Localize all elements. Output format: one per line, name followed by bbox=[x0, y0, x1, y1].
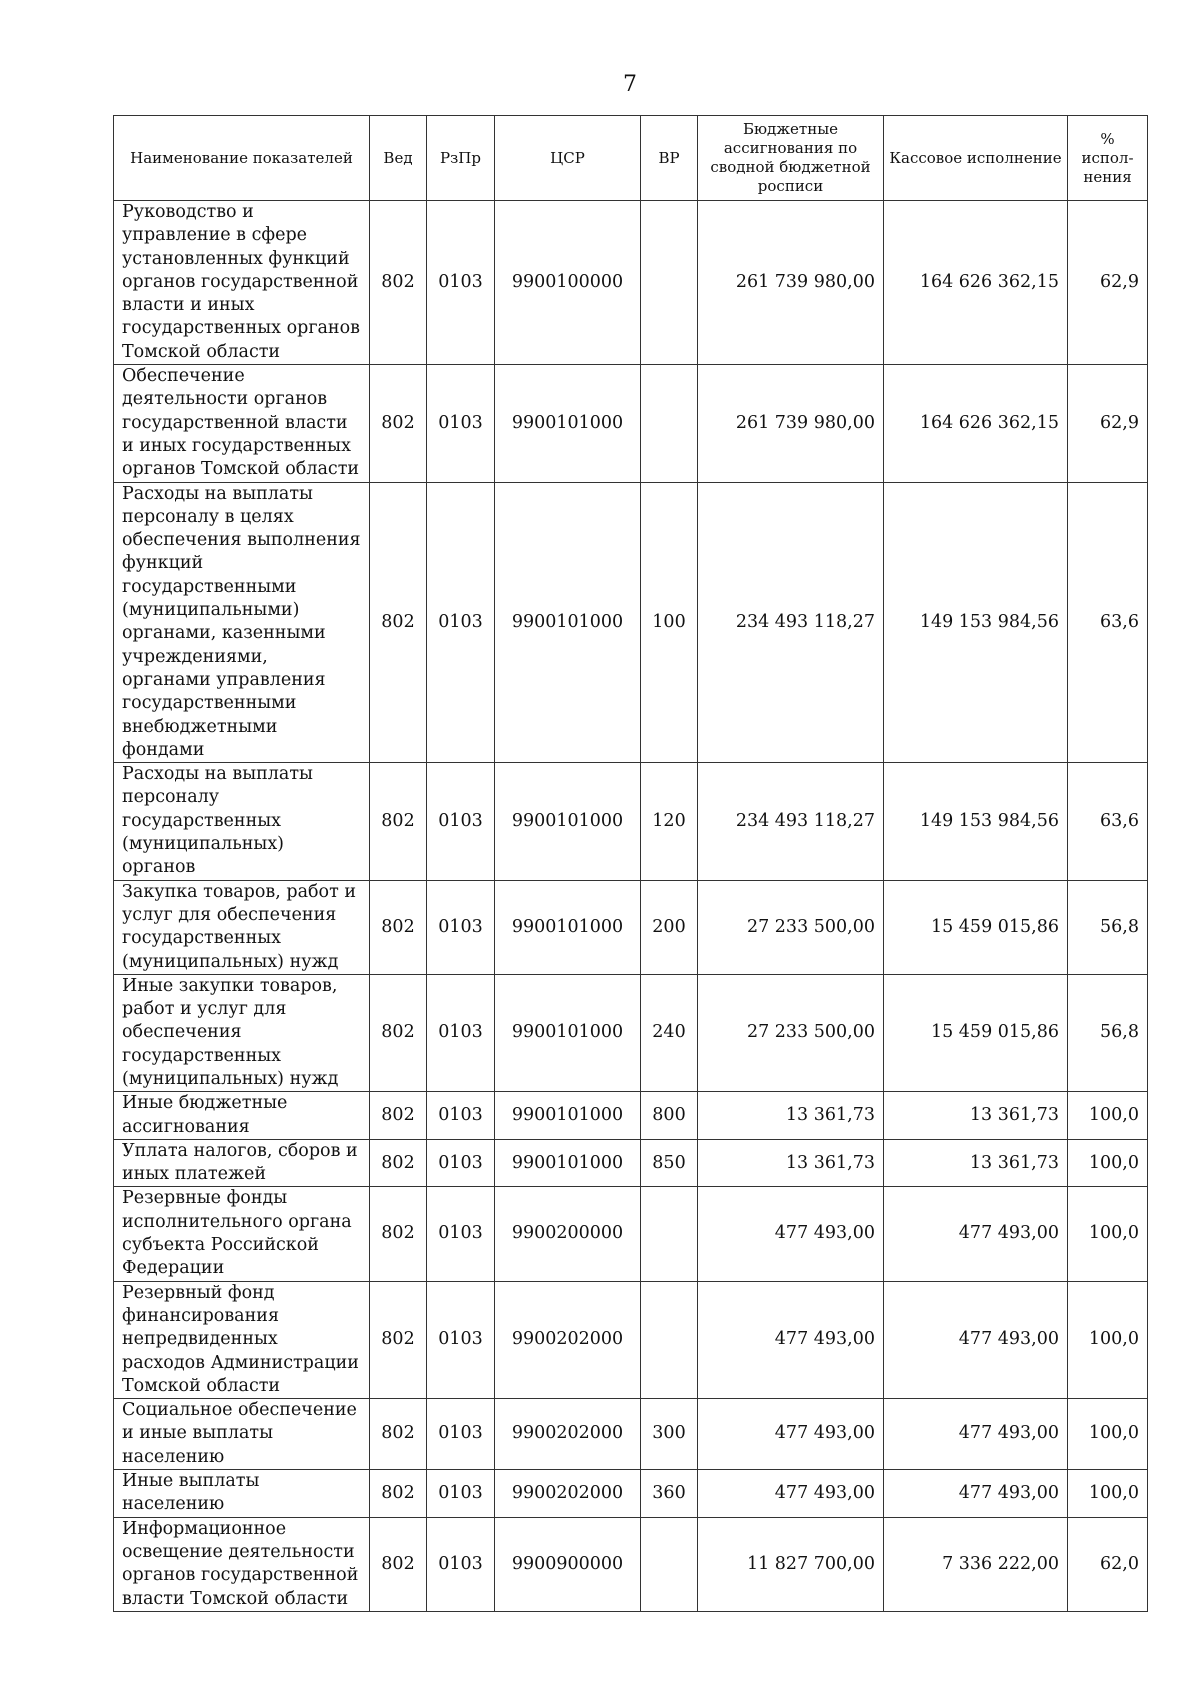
row-rzpr: 0103 bbox=[427, 482, 495, 763]
row-csr: 9900101000 bbox=[495, 880, 641, 974]
header-allocations: Бюджетные ассигнования по сводной бюджетной росписи bbox=[698, 116, 884, 201]
row-percent: 62,9 bbox=[1068, 201, 1148, 365]
row-rzpr: 0103 bbox=[427, 763, 495, 880]
row-csr: 9900202000 bbox=[495, 1470, 641, 1518]
row-ved: 802 bbox=[370, 1139, 427, 1187]
row-vr bbox=[641, 1517, 698, 1611]
row-allocations: 234 493 118,27 bbox=[698, 763, 884, 880]
row-execution: 477 493,00 bbox=[884, 1399, 1068, 1470]
row-name: Закупка товаров, работ и услуг для обеспечения государственных (муниципальных) нужд bbox=[114, 880, 370, 974]
row-ved: 802 bbox=[370, 482, 427, 763]
row-vr bbox=[641, 201, 698, 365]
row-vr: 120 bbox=[641, 763, 698, 880]
table-row bbox=[114, 1187, 1148, 1281]
row-percent: 63,6 bbox=[1068, 482, 1148, 763]
table-row bbox=[114, 1281, 1148, 1398]
row-ved: 802 bbox=[370, 1281, 427, 1398]
row-rzpr: 0103 bbox=[427, 1399, 495, 1470]
row-name: Обеспечение деятельности органов государственной власти и иных государственных органов Томской области bbox=[114, 365, 370, 482]
row-percent: 100,0 bbox=[1068, 1092, 1148, 1140]
row-execution: 15 459 015,86 bbox=[884, 880, 1068, 974]
row-name: Резервный фонд финансирования непредвиденных расходов Администрации Томской области bbox=[114, 1281, 370, 1398]
row-allocations: 27 233 500,00 bbox=[698, 880, 884, 974]
row-ved: 802 bbox=[370, 365, 427, 482]
row-csr: 9900900000 bbox=[495, 1517, 641, 1611]
row-ved: 802 bbox=[370, 880, 427, 974]
row-rzpr: 0103 bbox=[427, 974, 495, 1091]
row-ved: 802 bbox=[370, 1517, 427, 1611]
row-percent: 100,0 bbox=[1068, 1399, 1148, 1470]
row-vr: 360 bbox=[641, 1470, 698, 1518]
row-name: Расходы на выплаты персоналу государственных (муниципальных) органов bbox=[114, 763, 370, 880]
row-name: Уплата налогов, сборов и иных платежей bbox=[114, 1139, 370, 1187]
row-rzpr: 0103 bbox=[427, 880, 495, 974]
row-rzpr: 0103 bbox=[427, 1281, 495, 1398]
row-name: Информационное освещение деятельности органов государственной власти Томской области bbox=[114, 1517, 370, 1611]
row-execution: 164 626 362,15 bbox=[884, 201, 1068, 365]
row-ved: 802 bbox=[370, 1470, 427, 1518]
row-execution: 13 361,73 bbox=[884, 1139, 1068, 1187]
page-number: 7 bbox=[623, 72, 637, 97]
row-allocations: 13 361,73 bbox=[698, 1092, 884, 1140]
row-vr: 300 bbox=[641, 1399, 698, 1470]
row-vr: 240 bbox=[641, 974, 698, 1091]
table-row bbox=[114, 201, 1148, 365]
table-row bbox=[114, 1092, 1148, 1140]
row-rzpr: 0103 bbox=[427, 1517, 495, 1611]
row-allocations: 11 827 700,00 bbox=[698, 1517, 884, 1611]
table-row bbox=[114, 1470, 1148, 1518]
row-percent: 63,6 bbox=[1068, 763, 1148, 880]
header-name: Наименование показателей bbox=[114, 116, 370, 201]
header-ved: Вед bbox=[370, 116, 427, 201]
row-csr: 9900101000 bbox=[495, 365, 641, 482]
row-vr bbox=[641, 365, 698, 482]
row-name: Иные выплаты населению bbox=[114, 1470, 370, 1518]
row-csr: 9900202000 bbox=[495, 1399, 641, 1470]
row-csr: 9900101000 bbox=[495, 1092, 641, 1140]
row-vr: 850 bbox=[641, 1139, 698, 1187]
row-execution: 477 493,00 bbox=[884, 1281, 1068, 1398]
row-rzpr: 0103 bbox=[427, 1187, 495, 1281]
row-allocations: 477 493,00 bbox=[698, 1399, 884, 1470]
row-percent: 56,8 bbox=[1068, 880, 1148, 974]
row-ved: 802 bbox=[370, 974, 427, 1091]
row-ved: 802 bbox=[370, 1187, 427, 1281]
header-execution: Кассовое исполнение bbox=[884, 116, 1068, 201]
row-vr: 100 bbox=[641, 482, 698, 763]
table-row bbox=[114, 1399, 1148, 1470]
header-percent: % испол-нения bbox=[1068, 116, 1148, 201]
row-percent: 100,0 bbox=[1068, 1281, 1148, 1398]
table-row bbox=[114, 974, 1148, 1091]
row-csr: 9900100000 bbox=[495, 201, 641, 365]
row-csr: 9900200000 bbox=[495, 1187, 641, 1281]
row-execution: 149 153 984,56 bbox=[884, 763, 1068, 880]
row-ved: 802 bbox=[370, 1399, 427, 1470]
row-ved: 802 bbox=[370, 201, 427, 365]
row-name: Расходы на выплаты персоналу в целях обеспечения выполнения функций государственными (муниципальными) органами, казенными учреждениями, органами управления государственными внебюджетными фондами bbox=[114, 482, 370, 763]
row-csr: 9900101000 bbox=[495, 974, 641, 1091]
table-row bbox=[114, 365, 1148, 482]
row-allocations: 261 739 980,00 bbox=[698, 201, 884, 365]
row-percent: 100,0 bbox=[1068, 1470, 1148, 1518]
row-percent: 100,0 bbox=[1068, 1187, 1148, 1281]
row-execution: 477 493,00 bbox=[884, 1187, 1068, 1281]
row-name: Иные бюджетные ассигнования bbox=[114, 1092, 370, 1140]
header-rzpr: РзПр bbox=[427, 116, 495, 201]
row-allocations: 477 493,00 bbox=[698, 1187, 884, 1281]
row-vr: 800 bbox=[641, 1092, 698, 1140]
row-name: Руководство и управление в сфере установленных функций органов государственной власти и иных государственных органов Томской области bbox=[114, 201, 370, 365]
row-execution: 13 361,73 bbox=[884, 1092, 1068, 1140]
row-vr bbox=[641, 1187, 698, 1281]
row-rzpr: 0103 bbox=[427, 365, 495, 482]
header-vr: ВР bbox=[641, 116, 698, 201]
table-header-row bbox=[114, 116, 1148, 201]
row-rzpr: 0103 bbox=[427, 1470, 495, 1518]
header-csr: ЦСР bbox=[495, 116, 641, 201]
row-allocations: 477 493,00 bbox=[698, 1281, 884, 1398]
row-name: Социальное обеспечение и иные выплаты населению bbox=[114, 1399, 370, 1470]
row-csr: 9900101000 bbox=[495, 482, 641, 763]
row-percent: 100,0 bbox=[1068, 1139, 1148, 1187]
row-vr bbox=[641, 1281, 698, 1398]
row-allocations: 261 739 980,00 bbox=[698, 365, 884, 482]
row-rzpr: 0103 bbox=[427, 1092, 495, 1140]
row-execution: 7 336 222,00 bbox=[884, 1517, 1068, 1611]
row-percent: 62,9 bbox=[1068, 365, 1148, 482]
row-percent: 56,8 bbox=[1068, 974, 1148, 1091]
row-allocations: 13 361,73 bbox=[698, 1139, 884, 1187]
table-row bbox=[114, 1139, 1148, 1187]
row-ved: 802 bbox=[370, 763, 427, 880]
row-vr: 200 bbox=[641, 880, 698, 974]
row-rzpr: 0103 bbox=[427, 201, 495, 365]
row-execution: 477 493,00 bbox=[884, 1470, 1068, 1518]
row-ved: 802 bbox=[370, 1092, 427, 1140]
table-row bbox=[114, 763, 1148, 880]
row-name: Иные закупки товаров, работ и услуг для обеспечения государственных (муниципальных) нужд bbox=[114, 974, 370, 1091]
table-row bbox=[114, 880, 1148, 974]
row-name: Резервные фонды исполнительного органа субъекта Российской Федерации bbox=[114, 1187, 370, 1281]
row-allocations: 27 233 500,00 bbox=[698, 974, 884, 1091]
table-row bbox=[114, 1517, 1148, 1611]
row-execution: 15 459 015,86 bbox=[884, 974, 1068, 1091]
budget-table bbox=[113, 115, 1148, 1612]
row-rzpr: 0103 bbox=[427, 1139, 495, 1187]
row-allocations: 477 493,00 bbox=[698, 1470, 884, 1518]
row-csr: 9900101000 bbox=[495, 1139, 641, 1187]
row-csr: 9900202000 bbox=[495, 1281, 641, 1398]
row-percent: 62,0 bbox=[1068, 1517, 1148, 1611]
table-row bbox=[114, 482, 1148, 763]
row-allocations: 234 493 118,27 bbox=[698, 482, 884, 763]
row-csr: 9900101000 bbox=[495, 763, 641, 880]
row-execution: 164 626 362,15 bbox=[884, 365, 1068, 482]
row-execution: 149 153 984,56 bbox=[884, 482, 1068, 763]
